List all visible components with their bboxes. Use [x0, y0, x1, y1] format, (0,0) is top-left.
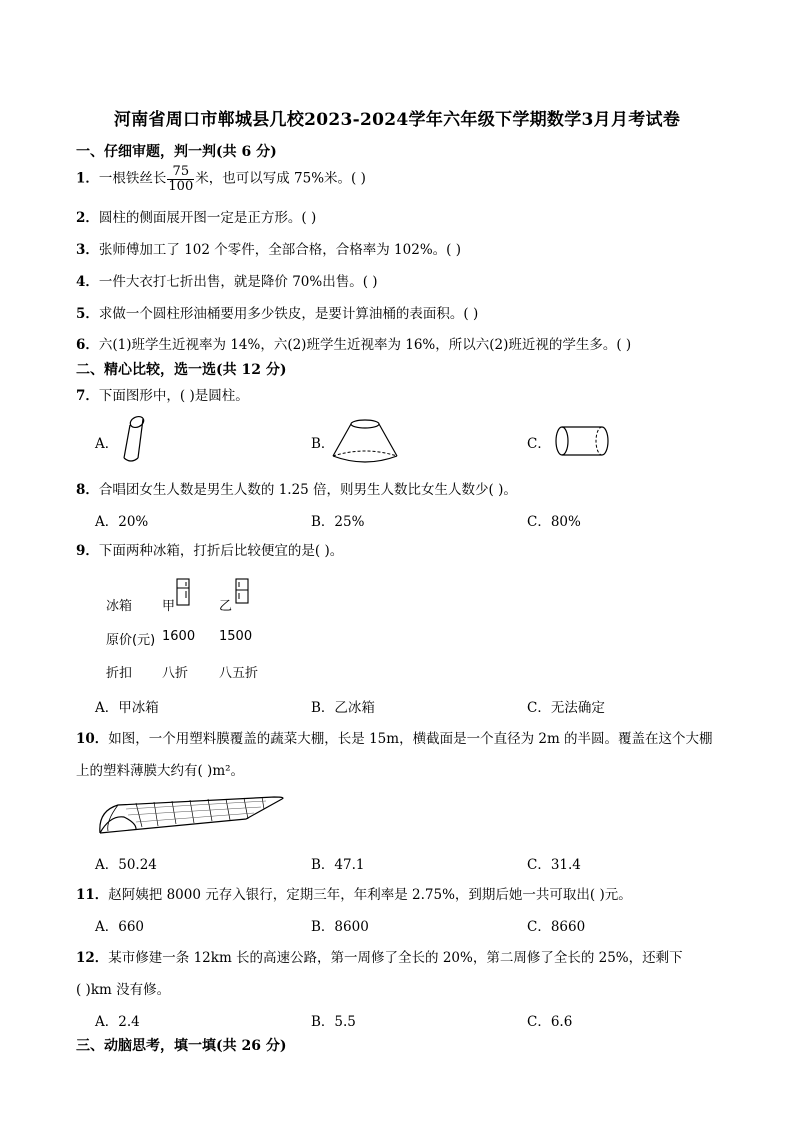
question-number: 5．: [76, 306, 99, 322]
slanted-cylinder-figure: [120, 414, 150, 466]
question-text: 圆柱的侧面展开图一定是正方形。( ): [98, 210, 317, 226]
section-1-heading: 一、仔细审题，判一判(共 6 分): [76, 144, 277, 160]
option-b[interactable]: B．5.5: [311, 1014, 356, 1030]
option-c[interactable]: C．80%: [527, 514, 581, 530]
question-text: 赵阿姨把 8000 元存入银行，定期三年，年利率是 2.75%，到期后她一共可取出( )元。: [108, 887, 632, 903]
fridge-b-icon: [235, 578, 249, 604]
question-number: 12．: [76, 950, 109, 966]
fraction-numerator: 75: [167, 165, 194, 180]
question-9: [76, 539, 343, 559]
question-number: 8．: [76, 482, 99, 498]
question-6: [76, 333, 631, 353]
fraction-denominator: 100: [168, 178, 194, 194]
question-text-line-1: 某市修建一条 12km 长的高速公路，第一周修了全长的 20%，第二周修了全长的 25%，还剩下: [108, 950, 683, 966]
fridge-header-label: 冰箱: [106, 599, 133, 614]
question-10-line-2: 上的塑料薄膜大约有( )m²。: [76, 763, 245, 779]
fridge-a-price: 1600: [162, 629, 196, 644]
question-12-line-2: ( )km 没有修。: [76, 982, 171, 998]
question-8: [76, 478, 517, 498]
question-number: 11．: [76, 887, 109, 903]
question-5: [76, 302, 478, 322]
question-3: [76, 238, 461, 258]
option-a[interactable]: A．660: [95, 919, 145, 935]
section-3-heading: 三、动脑思考，填一填(共 26 分): [76, 1038, 287, 1054]
exam-title: 河南省周口市郸城县几校2023-2024学年六年级下学期数学3月月考试卷: [113, 110, 681, 130]
option-c[interactable]: C．8660: [527, 919, 586, 935]
option-a[interactable]: A．2.4: [95, 1014, 140, 1030]
fraction: [167, 165, 194, 193]
question-number: 6．: [76, 337, 99, 353]
question-number: 10．: [76, 731, 109, 747]
question-number: 7．: [76, 388, 99, 404]
question-text: 求做一个圆柱形油桶要用多少铁皮，是要计算油桶的表面积。( ): [98, 306, 479, 322]
question-text: 一件大衣打七折出售，就是降价 70%出售。( ): [98, 274, 378, 290]
fridge-a-discount: 八折: [162, 666, 189, 681]
option-b[interactable]: B．25%: [311, 514, 365, 530]
question-text: 下面图形中，( )是圆柱。: [98, 388, 249, 404]
option-a[interactable]: A．50.24: [95, 857, 157, 873]
option-b[interactable]: B．47.1: [311, 857, 365, 873]
question-number: 1．: [76, 170, 99, 187]
original-price-label: 原价(元): [106, 633, 156, 648]
question-text: 六(1)班学生近视率为 14%，六(2)班学生近视率为 16%，所以六(2)班近视的学生多。( ): [98, 337, 632, 353]
option-c[interactable]: C．6.6: [527, 1014, 573, 1030]
option-b[interactable]: B．: [311, 436, 335, 452]
question-11: [76, 883, 632, 903]
greenhouse-figure: [96, 793, 286, 839]
option-a[interactable]: A．20%: [95, 514, 149, 530]
section-2-heading: 二、精心比较，选一选(共 12 分): [76, 362, 287, 378]
question-number: 2．: [76, 210, 99, 226]
fridge-b-price: 1500: [219, 629, 253, 644]
option-a[interactable]: A．甲冰箱: [95, 700, 159, 716]
question-text: 下面两种冰箱，打折后比较便宜的是( )。: [98, 543, 344, 559]
fridge-b-discount: 八五折: [219, 666, 259, 681]
fridge-a-icon: [176, 578, 190, 606]
question-7: [76, 384, 249, 404]
question-10: [76, 727, 713, 747]
question-text-line-1: 如图，一个用塑料膜覆盖的蔬菜大棚，长是 15m，横截面是一个直径为 2m 的半圆。覆盖在这个大棚: [108, 731, 713, 747]
option-c[interactable]: C．无法确定: [527, 700, 605, 716]
option-c[interactable]: C．: [527, 436, 551, 452]
option-b[interactable]: B．8600: [311, 919, 369, 935]
fridge-b-label: 乙: [219, 599, 233, 614]
question-text-post: 米，也可以写成 75%米。( ): [195, 170, 366, 187]
question-12: [76, 946, 683, 966]
question-4: [76, 270, 378, 290]
option-b[interactable]: B．乙冰箱: [311, 700, 375, 716]
question-number: 9．: [76, 543, 99, 559]
fridge-a-label: 甲: [162, 599, 176, 614]
question-text: 张师傅加工了 102 个零件，全部合格，合格率为 102%。( ): [98, 242, 461, 258]
question-number: 3．: [76, 242, 99, 258]
option-a[interactable]: A．: [95, 436, 119, 452]
horizontal-cylinder-figure: [553, 424, 613, 458]
question-text: 合唱团女生人数是男生人数的 1.25 倍，则男生人数比女生人数少( )。: [98, 482, 517, 498]
question-number: 4．: [76, 274, 99, 290]
question-2: [76, 206, 316, 226]
question-1: [76, 165, 366, 193]
option-c[interactable]: C．31.4: [527, 857, 581, 873]
frustum-figure: [330, 418, 400, 466]
question-text-pre: 一根铁丝长: [98, 170, 167, 187]
discount-label: 折扣: [106, 666, 133, 681]
